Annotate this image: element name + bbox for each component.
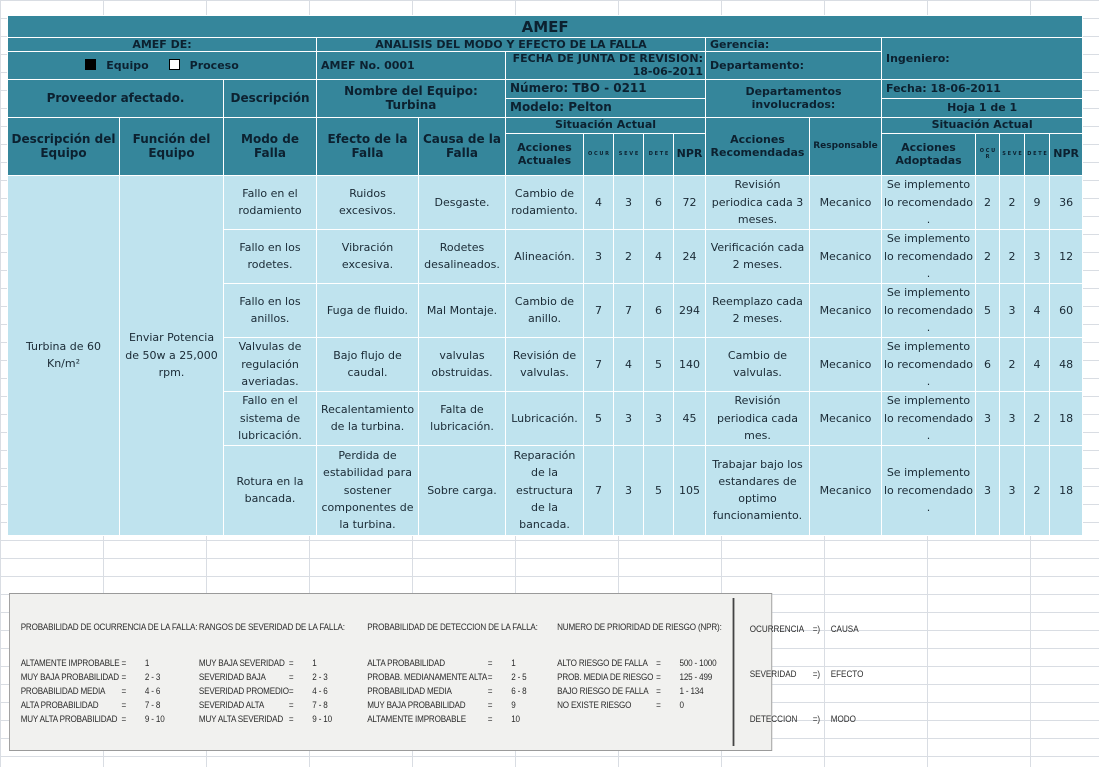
deteccion-2-cell: 2	[1025, 445, 1050, 535]
sheet-title: AMEF	[8, 16, 1083, 38]
deteccion-cell: 3	[644, 391, 674, 445]
acciones-adoptadas-cell: Se implemento lo recomendado .	[882, 283, 976, 337]
legend-npr	[557, 622, 722, 712]
severidad-cell: 3	[614, 391, 644, 445]
col-funcion-equipo: Función del Equipo	[120, 117, 224, 175]
equipo-checkbox[interactable]	[85, 59, 96, 70]
proceso-option-label: Proceso	[189, 58, 239, 72]
acciones-recomendadas-cell: Verificación cada 2 meses.	[706, 229, 810, 283]
proveedor-afectado: Proveedor afectado.	[8, 79, 224, 117]
equipment-description: Turbina de 60 Kn/m²	[8, 175, 120, 535]
severidad-cell: 2	[614, 229, 644, 283]
causa-falla-cell: Falta de lubricación.	[419, 391, 506, 445]
severidad-2-cell: 2	[1000, 229, 1025, 283]
acciones-recomendadas-cell: Reemplazo cada 2 meses.	[706, 283, 810, 337]
causa-falla-cell: Sobre carga.	[419, 445, 506, 535]
modo-falla-cell: Fallo en el sistema de lubricación.	[224, 391, 317, 445]
severidad-2-cell: 2	[1000, 337, 1025, 391]
acciones-recomendadas-cell: Revisión periodica cada mes.	[706, 391, 810, 445]
legend-divider	[733, 598, 735, 746]
efecto-falla-cell: Ruidos excesivos.	[317, 175, 419, 229]
amef-de-label: AMEF DE:	[8, 38, 317, 52]
ocurrencia-cell: 7	[584, 337, 614, 391]
col-descripcion-equipo: Descripción del Equipo	[8, 117, 120, 175]
acciones-recomendadas-cell: Trabajar bajo los estandares de optimo funcionamiento.	[706, 445, 810, 535]
acciones-actuales-cell: Alineación.	[506, 229, 584, 283]
legend-map-deteccion: DETECCION =) MODO	[749, 714, 856, 724]
hoja-label: Hoja 1 de 1	[882, 98, 1083, 117]
equipment-function: Enviar Potencia de 50w a 25,000 rpm.	[120, 175, 224, 535]
efecto-falla-cell: Perdida de estabilidad para sostener componentes de la turbina.	[317, 445, 419, 535]
npr-2-cell: 36	[1050, 175, 1083, 229]
modelo-equipo: Modelo: Pelton	[506, 98, 706, 117]
responsable-cell: Mecanico	[810, 229, 882, 283]
legend-row: MUY BAJA SEVERIDAD = 1	[198, 658, 317, 668]
causa-falla-cell: Desgaste.	[419, 175, 506, 229]
severidad-2-cell: 3	[1000, 391, 1025, 445]
acciones-adoptadas-cell: Se implemento lo recomendado .	[882, 229, 976, 283]
legend-severidad	[199, 622, 345, 726]
deteccion-2-cell: 4	[1025, 337, 1050, 391]
deteccion-cell: 4	[644, 229, 674, 283]
responsable-cell: Mecanico	[810, 391, 882, 445]
acciones-adoptadas-cell: Se implemento lo recomendado .	[882, 391, 976, 445]
legend-row: SEVERIDAD PROMEDIO= 4 - 6	[198, 686, 328, 696]
fecha-label: Fecha: 18-06-2011	[882, 79, 1083, 98]
amef-type-options	[8, 52, 317, 79]
legend-map-severidad: SEVERIDAD =) EFECTO	[749, 669, 864, 679]
acciones-actuales-cell: Reparación de la estructura de la bancada.	[506, 445, 584, 535]
col-ocurrencia-2: O C U R	[976, 133, 1000, 175]
fecha-junta-revision: FECHA DE JUNTA DE REVISION: 18-06-2011	[506, 52, 706, 79]
severidad-cell: 7	[614, 283, 644, 337]
legend-row: SEVERIDAD BAJA = 2 - 3	[198, 672, 328, 682]
col-acciones-adoptadas: Acciones Adoptadas	[882, 133, 976, 175]
responsable-cell: Mecanico	[810, 337, 882, 391]
modo-falla-cell: Valvulas de regulación averiadas.	[224, 337, 317, 391]
acciones-recomendadas-cell: Cambio de valvulas.	[706, 337, 810, 391]
col-deteccion-2: D E T E	[1025, 133, 1050, 175]
legend-row: MUY BAJA PROBABILIDAD = 9	[367, 700, 516, 710]
legend-row: PROBABILIDAD MEDIA = 4 - 6	[20, 686, 161, 696]
descripcion-label: Descripción	[224, 79, 317, 117]
deteccion-2-cell: 9	[1025, 175, 1050, 229]
ocurrencia-cell: 7	[584, 283, 614, 337]
modo-falla-cell: Fallo en el rodamiento	[224, 175, 317, 229]
legend-row: MUY ALTA SEVERIDAD = 9 - 10	[198, 714, 332, 724]
responsable-cell: Mecanico	[810, 445, 882, 535]
legend-row: SEVERIDAD ALTA = 7 - 8	[198, 700, 328, 710]
col-situacion-actual: Situación Actual	[506, 117, 706, 133]
npr-cell: 294	[674, 283, 706, 337]
ocurrencia-2-cell: 5	[976, 283, 1000, 337]
causa-falla-cell: valvulas obstruidas.	[419, 337, 506, 391]
legend-row: ALTA PROBABILIDAD = 7 - 8	[20, 700, 161, 710]
acciones-adoptadas-cell: Se implemento lo recomendado .	[882, 337, 976, 391]
legend-row: ALTO RIESGO DE FALLA = 500 - 1000	[557, 658, 717, 668]
legend-deteccion-title: PROBABILIDAD DE DETECCION DE LA FALLA:	[367, 622, 538, 632]
equipo-option-label: Equipo	[106, 58, 149, 72]
deteccion-cell: 6	[644, 283, 674, 337]
acciones-actuales-cell: Cambio de anillo.	[506, 283, 584, 337]
legend-row: MUY ALTA PROBABILIDAD = 9 - 10	[20, 714, 165, 724]
legend-row: ALTAMENTE IMPROBABLE = 1	[20, 658, 150, 668]
amef-number: AMEF No. 0001	[317, 52, 506, 79]
legend-severidad-title: RANGOS DE SEVERIDAD DE LA FALLA:	[198, 622, 345, 632]
deteccion-2-cell: 3	[1025, 229, 1050, 283]
rating-legend	[9, 593, 864, 751]
acciones-actuales-cell: Cambio de rodamiento.	[506, 175, 584, 229]
col-modo-falla: Modo de Falla	[224, 117, 317, 175]
npr-cell: 72	[674, 175, 706, 229]
ocurrencia-cell: 3	[584, 229, 614, 283]
severidad-cell: 3	[614, 175, 644, 229]
table-row	[8, 175, 1083, 229]
ocurrencia-cell: 7	[584, 445, 614, 535]
causa-falla-cell: Mal Montaje.	[419, 283, 506, 337]
deteccion-cell: 5	[644, 445, 674, 535]
modo-falla-cell: Rotura en la bancada.	[224, 445, 317, 535]
deteccion-cell: 6	[644, 175, 674, 229]
col-responsable: Responsable	[810, 117, 882, 175]
legend-npr-title: NUMERO DE PRIORIDAD DE RIESGO (NPR):	[557, 622, 722, 632]
ocurrencia-cell: 4	[584, 175, 614, 229]
severidad-cell: 3	[614, 445, 644, 535]
col-ocurrencia: O C U R	[584, 133, 614, 175]
efecto-falla-cell: Recalentamiento de la turbina.	[317, 391, 419, 445]
npr-2-cell: 18	[1050, 391, 1083, 445]
severidad-2-cell: 3	[1000, 283, 1025, 337]
ocurrencia-cell: 5	[584, 391, 614, 445]
deteccion-2-cell: 4	[1025, 283, 1050, 337]
severidad-2-cell: 2	[1000, 175, 1025, 229]
col-situacion-actual-2: Situación Actual	[882, 117, 1083, 133]
numero-equipo: Número: TBO - 0211	[506, 79, 706, 98]
ocurrencia-2-cell: 2	[976, 175, 1000, 229]
legend-row: PROB. MEDIA DE RIESGO = 125 - 499	[557, 672, 713, 682]
amef-table	[7, 15, 1083, 536]
legend-row: ALTAMENTE IMPROBABLE = 10	[367, 714, 520, 724]
severidad-2-cell: 3	[1000, 445, 1025, 535]
ocurrencia-2-cell: 6	[976, 337, 1000, 391]
col-efecto-falla: Efecto de la Falla	[317, 117, 419, 175]
ingeniero-label: Ingeniero:	[882, 38, 1083, 80]
npr-2-cell: 60	[1050, 283, 1083, 337]
nombre-equipo: Nombre del Equipo: Turbina	[317, 79, 506, 117]
npr-cell: 105	[674, 445, 706, 535]
npr-cell: 140	[674, 337, 706, 391]
ocurrencia-2-cell: 2	[976, 229, 1000, 283]
npr-2-cell: 18	[1050, 445, 1083, 535]
legend-ocurrencia-title: PROBABILIDAD DE OCURRENCIA DE LA FALLA:	[20, 622, 198, 632]
deteccion-2-cell: 2	[1025, 391, 1050, 445]
npr-cell: 24	[674, 229, 706, 283]
efecto-falla-cell: Bajo flujo de caudal.	[317, 337, 419, 391]
acciones-actuales-cell: Lubricación.	[506, 391, 584, 445]
npr-2-cell: 12	[1050, 229, 1083, 283]
col-npr: NPR	[674, 133, 706, 175]
col-npr-2: NPR	[1050, 133, 1083, 175]
npr-cell: 45	[674, 391, 706, 445]
gerencia-label: Gerencia:	[706, 38, 882, 52]
efecto-falla-cell: Vibración excesiva.	[317, 229, 419, 283]
col-acciones-actuales: Acciones Actuales	[506, 133, 584, 175]
legend-row: MUY BAJA PROBABILIDAD = 2 - 3	[20, 672, 161, 682]
col-causa-falla: Causa de la Falla	[419, 117, 506, 175]
legend-row: NO EXISTE RIESGO = 0	[557, 700, 684, 710]
col-severidad: S E V E	[614, 133, 644, 175]
efecto-falla-cell: Fuga de fluido.	[317, 283, 419, 337]
analisis-title: ANALISIS DEL MODO Y EFECTO DE LA FALLA	[317, 38, 706, 52]
modo-falla-cell: Fallo en los rodetes.	[224, 229, 317, 283]
col-acciones-recomendadas: Acciones Recomendadas	[706, 117, 810, 175]
legend-row: PROBABILIDAD MEDIA = 6 - 8	[367, 686, 527, 696]
legend-row: PROBAB. MEDIANAMENTE ALTA= 2 - 5	[367, 672, 527, 682]
departamento-label: Departamento:	[706, 52, 882, 79]
modo-falla-cell: Fallo en los anillos.	[224, 283, 317, 337]
acciones-adoptadas-cell: Se implemento lo recomendado .	[882, 175, 976, 229]
col-severidad-2: S E V E	[1000, 133, 1025, 175]
acciones-adoptadas-cell: Se implemento lo recomendado .	[882, 445, 976, 535]
severidad-cell: 4	[614, 337, 644, 391]
ocurrencia-2-cell: 3	[976, 445, 1000, 535]
causa-falla-cell: Rodetes desalineados.	[419, 229, 506, 283]
departamentos-involucrados: Departamentos involucrados:	[706, 79, 882, 117]
proceso-checkbox[interactable]	[169, 59, 180, 70]
ocurrencia-2-cell: 3	[976, 391, 1000, 445]
npr-2-cell: 48	[1050, 337, 1083, 391]
col-deteccion: D E T E	[644, 133, 674, 175]
legend-deteccion	[367, 622, 538, 726]
legend-ocurrencia	[21, 622, 198, 726]
legend-row: ALTA PROBABILIDAD = 1	[367, 658, 516, 668]
acciones-actuales-cell: Revisión de valvulas.	[506, 337, 584, 391]
responsable-cell: Mecanico	[810, 283, 882, 337]
deteccion-cell: 5	[644, 337, 674, 391]
legend-map-ocurrencia: OCURRENCIA =) CAUSA	[749, 624, 859, 634]
legend-row: BAJO RIESGO DE FALLA = 1 - 134	[557, 686, 704, 696]
responsable-cell: Mecanico	[810, 175, 882, 229]
acciones-recomendadas-cell: Revisión periodica cada 3 meses.	[706, 175, 810, 229]
